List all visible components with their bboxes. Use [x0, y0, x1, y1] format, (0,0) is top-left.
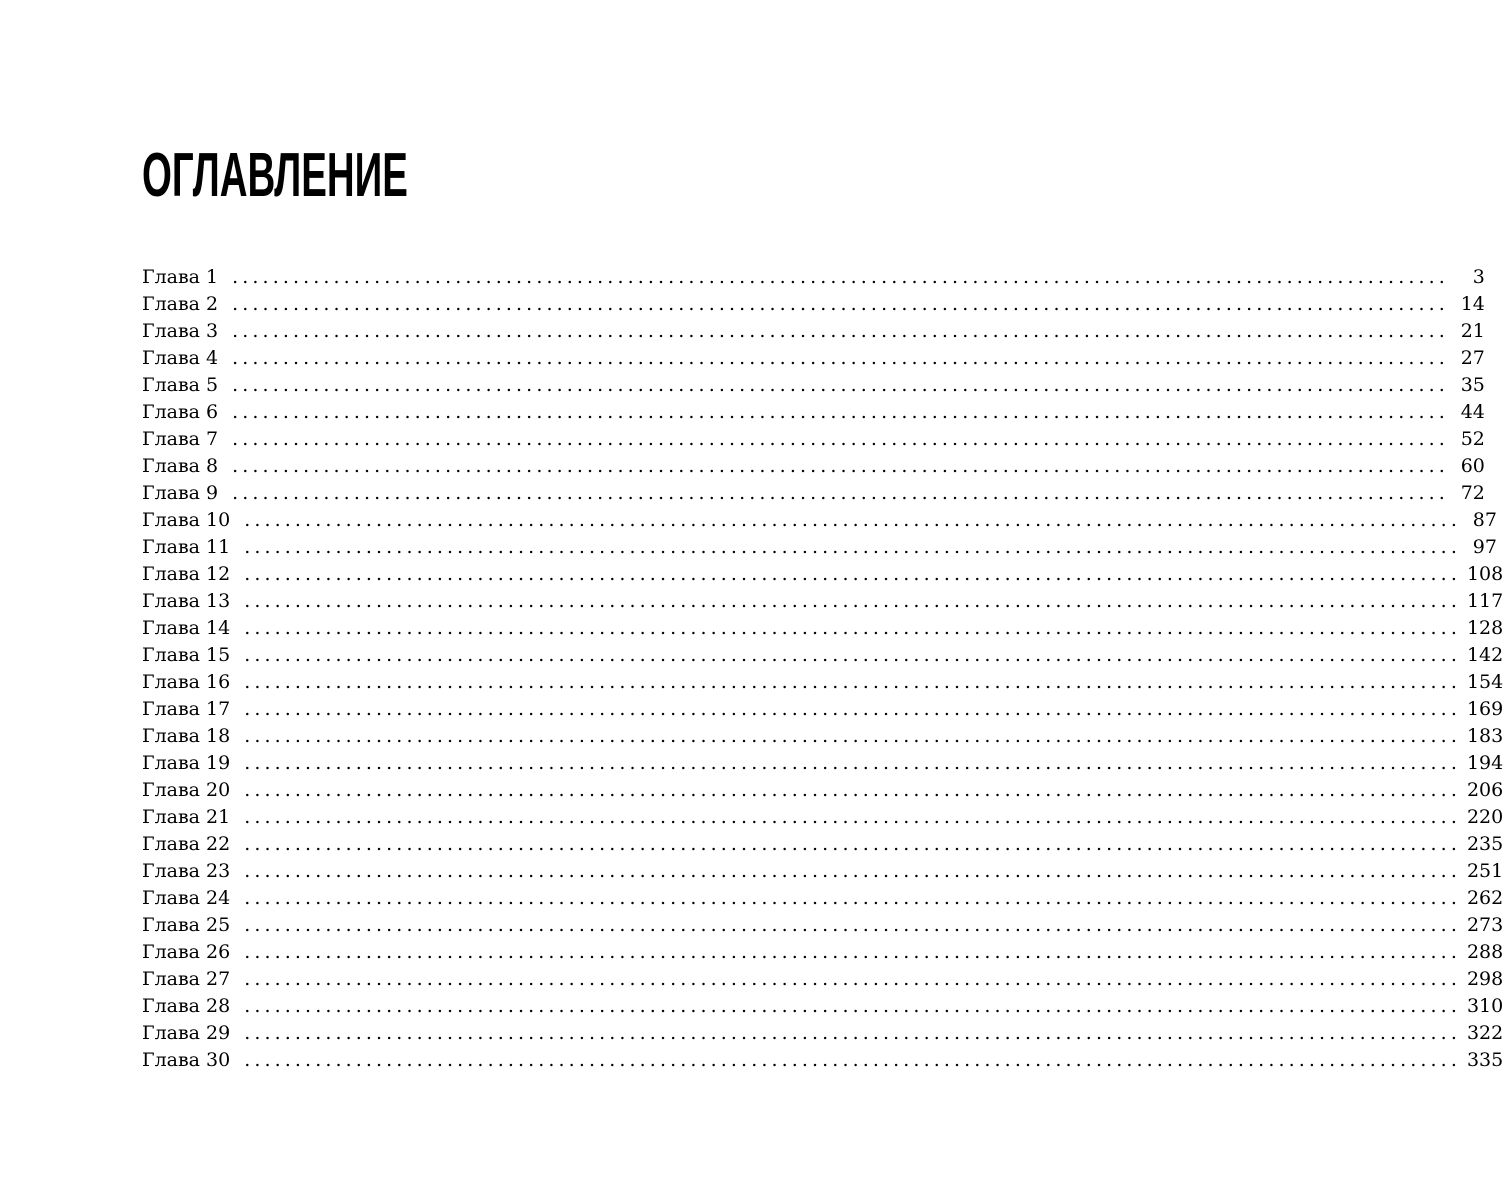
toc-entry[interactable] [142, 372, 1485, 399]
toc-entry[interactable] [142, 912, 1503, 939]
toc-entry[interactable] [142, 1020, 1503, 1047]
dot-leader: ........................................................................................................................ [244, 563, 1461, 585]
toc-entry[interactable] [142, 804, 1503, 831]
toc-entry[interactable] [142, 426, 1485, 453]
dot-leader: ........................................................................................................................ [232, 401, 1449, 423]
chapter-label: Глава 30 [142, 1049, 231, 1071]
toc-entry[interactable] [142, 318, 1485, 345]
page-number: 27 [1460, 347, 1485, 369]
chapter-label: Глава 28 [142, 995, 231, 1017]
toc-entry[interactable] [142, 399, 1485, 426]
toc-entry[interactable] [142, 966, 1503, 993]
dot-leader: ........................................................................................................................ [244, 995, 1461, 1017]
dot-leader: ........................................................................................................................ [232, 455, 1449, 477]
dot-leader: ........................................................................................................................ [244, 725, 1461, 747]
toc-entry[interactable] [142, 1047, 1503, 1074]
toc-entry[interactable] [142, 291, 1485, 318]
dot-leader: ........................................................................................................................ [244, 536, 1461, 558]
toc-entry[interactable] [142, 561, 1503, 588]
page-number: 72 [1460, 482, 1485, 504]
page-number: 183 [1466, 725, 1503, 747]
toc-entry[interactable] [142, 993, 1503, 1020]
chapter-label: Глава 7 [142, 428, 219, 450]
toc-entry[interactable] [142, 777, 1503, 804]
page-number: 154 [1466, 671, 1503, 693]
dot-leader: ........................................................................................................................ [244, 1022, 1461, 1044]
chapter-label: Глава 4 [142, 347, 219, 369]
dot-leader: ........................................................................................................................ [232, 266, 1449, 288]
dot-leader: ........................................................................................................................ [244, 590, 1461, 612]
dot-leader: ........................................................................................................................ [232, 320, 1449, 342]
chapter-label: Глава 16 [142, 671, 231, 693]
page-number: 169 [1466, 698, 1503, 720]
dot-leader: ........................................................................................................................ [232, 374, 1449, 396]
chapter-label: Глава 13 [142, 590, 231, 612]
toc-entry[interactable] [142, 534, 1497, 561]
toc-entry[interactable] [142, 615, 1503, 642]
toc-entry[interactable] [142, 831, 1503, 858]
toc-entry[interactable] [142, 750, 1503, 777]
chapter-label: Глава 12 [142, 563, 231, 585]
dot-leader: ........................................................................................................................ [244, 698, 1461, 720]
toc-entry[interactable] [142, 453, 1485, 480]
chapter-label: Глава 15 [142, 644, 231, 666]
dot-leader: ........................................................................................................................ [244, 671, 1461, 693]
chapter-label: Глава 6 [142, 401, 219, 423]
page-number: 52 [1460, 428, 1485, 450]
toc-entry[interactable] [142, 669, 1503, 696]
page-number: 310 [1466, 995, 1503, 1017]
dot-leader: ........................................................................................................................ [244, 941, 1461, 963]
chapter-label: Глава 25 [142, 914, 231, 936]
dot-leader: ........................................................................................................................ [232, 347, 1449, 369]
toc-entry[interactable] [142, 507, 1497, 534]
page-number: 335 [1466, 1049, 1503, 1071]
toc-entry[interactable] [142, 723, 1503, 750]
chapter-label: Глава 19 [142, 752, 231, 774]
chapter-label: Глава 21 [142, 806, 231, 828]
chapter-label: Глава 17 [142, 698, 231, 720]
toc-entry[interactable] [142, 264, 1485, 291]
page-number: 142 [1466, 644, 1503, 666]
chapter-label: Глава 18 [142, 725, 231, 747]
page-number: 128 [1466, 617, 1503, 639]
dot-leader: ........................................................................................................................ [244, 833, 1461, 855]
page-number: 322 [1466, 1022, 1503, 1044]
toc-entry[interactable] [142, 588, 1503, 615]
page-number: 194 [1466, 752, 1503, 774]
chapter-label: Глава 14 [142, 617, 231, 639]
dot-leader: ........................................................................................................................ [244, 914, 1461, 936]
chapter-label: Глава 2 [142, 293, 219, 315]
dot-leader: ........................................................................................................................ [244, 644, 1461, 666]
toc-entry[interactable] [142, 345, 1485, 372]
page-number: 35 [1460, 374, 1485, 396]
page-number: 97 [1472, 536, 1497, 558]
chapter-label: Глава 27 [142, 968, 231, 990]
dot-leader: ........................................................................................................................ [232, 428, 1449, 450]
chapter-label: Глава 23 [142, 860, 231, 882]
page-number: 117 [1466, 590, 1503, 612]
page-number: 3 [1472, 266, 1485, 288]
dot-leader: ........................................................................................................................ [244, 806, 1461, 828]
chapter-label: Глава 20 [142, 779, 231, 801]
dot-leader: ........................................................................................................................ [244, 617, 1461, 639]
chapter-label: Глава 22 [142, 833, 231, 855]
page-number: 273 [1466, 914, 1503, 936]
chapter-label: Глава 11 [142, 536, 231, 558]
toc-entry[interactable] [142, 480, 1485, 507]
page-number: 298 [1466, 968, 1503, 990]
chapter-label: Глава 26 [142, 941, 231, 963]
toc-entry[interactable] [142, 885, 1503, 912]
toc-entry[interactable] [142, 939, 1503, 966]
page-number: 206 [1466, 779, 1503, 801]
chapter-label: Глава 3 [142, 320, 219, 342]
chapter-label: Глава 9 [142, 482, 219, 504]
dot-leader: ........................................................................................................................ [244, 752, 1461, 774]
page-number: 21 [1460, 320, 1485, 342]
chapter-label: Глава 5 [142, 374, 219, 396]
chapter-label: Глава 29 [142, 1022, 231, 1044]
page-number: 235 [1466, 833, 1503, 855]
toc-entry[interactable] [142, 858, 1503, 885]
toc-entry[interactable] [142, 642, 1503, 669]
page-number: 288 [1466, 941, 1503, 963]
dot-leader: ........................................................................................................................ [244, 887, 1461, 909]
chapter-label: Глава 10 [142, 509, 231, 531]
page-number: 251 [1466, 860, 1503, 882]
dot-leader: ........................................................................................................................ [244, 860, 1461, 882]
page-number: 87 [1472, 509, 1497, 531]
page-title: ОГЛАВЛЕНИЕ [142, 141, 408, 210]
table-of-contents [142, 264, 1503, 1074]
dot-leader: ........................................................................................................................ [244, 1049, 1461, 1071]
dot-leader: ........................................................................................................................ [244, 779, 1461, 801]
chapter-label: Глава 1 [142, 266, 219, 288]
page-number: 220 [1466, 806, 1503, 828]
toc-entry[interactable] [142, 696, 1503, 723]
dot-leader: ........................................................................................................................ [244, 509, 1461, 531]
chapter-label: Глава 24 [142, 887, 231, 909]
dot-leader: ........................................................................................................................ [244, 968, 1461, 990]
dot-leader: ........................................................................................................................ [232, 482, 1449, 504]
page-number: 108 [1466, 563, 1503, 585]
dot-leader: ........................................................................................................................ [232, 293, 1449, 315]
chapter-label: Глава 8 [142, 455, 219, 477]
page-number: 262 [1466, 887, 1503, 909]
page-number: 44 [1460, 401, 1485, 423]
page-number: 14 [1460, 293, 1485, 315]
page-number: 60 [1460, 455, 1485, 477]
